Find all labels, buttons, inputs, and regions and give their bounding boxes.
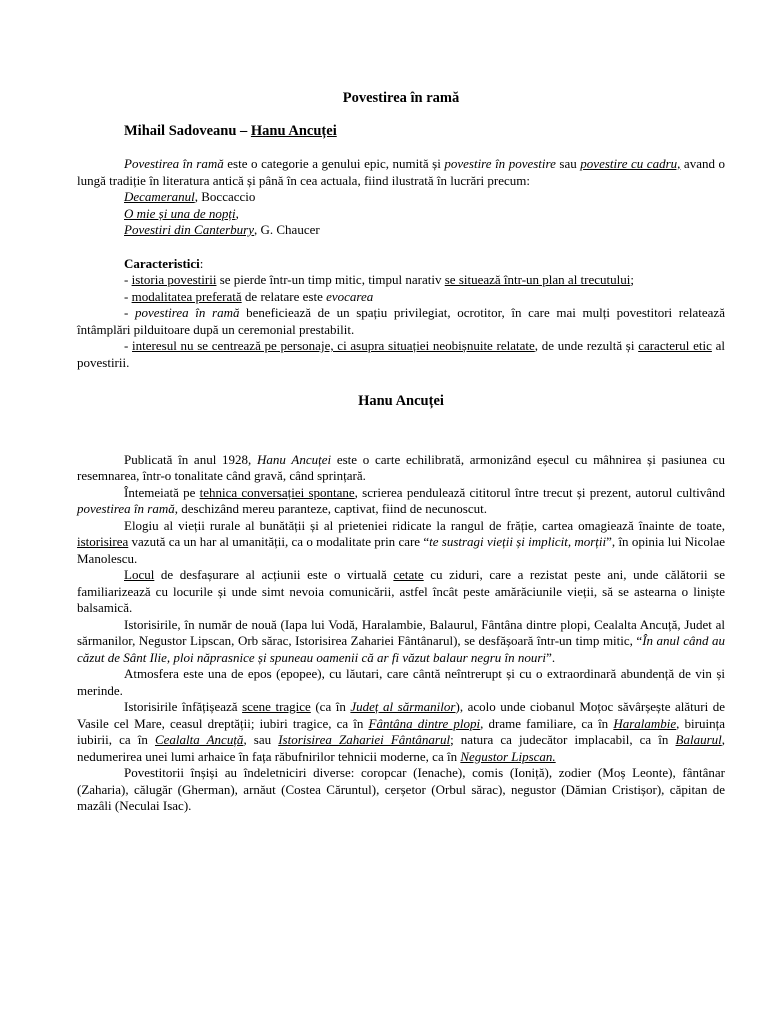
term: caracterul etic	[638, 338, 712, 353]
intro-term: Povestirea în ramă	[124, 156, 224, 171]
page-title: Povestirea în ramă	[342, 90, 460, 106]
work-author: , G. Chaucer	[254, 222, 320, 237]
term: Locul	[124, 567, 155, 582]
text: beneficiează de un spațiu privilegiat, ocrotitor, în care mai mulți povestitori relatează întâmplări pilduitoare după un ceremonial prestabilit.	[77, 305, 725, 337]
term: tehnica conversației spontane	[199, 484, 355, 500]
work-author: , Boccaccio	[194, 189, 256, 204]
list-item	[124, 222, 725, 239]
body-paragraph	[77, 765, 725, 815]
text: Povestitorii înșiși au îndeletniciri diverse: coropcar (Ienache), comis (Ioniță), zodier (Moș Leonte), fântânar (Zaharia), călugăr (Gherman), arnăut (Costea Căruntul), cerșetor (Orbul sărac), negustor (Dămian Cristișor), căpitan de mazâli (Neculai Isac).	[77, 765, 725, 813]
intro-paragraph	[77, 156, 725, 189]
spacer	[77, 239, 725, 256]
term: scene tragice	[242, 699, 311, 714]
text: , biruința iubirii, ca în	[77, 715, 725, 747]
quote: te sustragi vieții și implicit, morții	[429, 534, 607, 549]
term: evocarea	[326, 288, 374, 304]
text: , nedumerirea unei lumi arhaice în fața răbufnirilor tehnicii moderne, ca în	[77, 732, 725, 764]
works-list	[124, 189, 725, 239]
characteristic-item	[77, 305, 725, 338]
text: este o carte echilibrată, armonizând eșecul cu mâhnirea și pasiunea cu resemnarea, într-o tonalitate când gravă, când sprințară.	[77, 451, 726, 483]
document-content	[77, 90, 725, 815]
subtitle-work: Hanu Ancuței	[250, 122, 337, 139]
characteristics-heading	[124, 256, 725, 273]
term: modalitatea preferată	[131, 288, 242, 304]
text: ; natura ca judecător implacabil, ca în	[450, 732, 676, 747]
section-heading: Caracteristici	[124, 255, 200, 271]
dash: -	[124, 288, 132, 304]
text: al povestirii.	[77, 338, 725, 370]
body-paragraph	[77, 485, 725, 518]
text: , deschizând mereu paranteze, captivat, fiind de necunoscut.	[174, 501, 487, 516]
story-title: Istorisirea Zahariei Fântânarul	[278, 732, 451, 747]
body-paragraph	[77, 567, 725, 617]
text: Istorisirile, în număr de nouă (Iapa lui Vodă, Haralambie, Balaurul, Fântâna dintre plopi, Cealalta Ancuță, Judet al sărmanilor, Negustor Lipscan, Orb sărac, Istorisirea Zahariei Fântânarul), se desfășoară într-un timp mitic, “	[77, 616, 725, 648]
text: Atmosfera este una de epos (epopee), cu lăutari, care cântă neîntrerupt și cu o extraordinară abundență de vin și merinde.	[77, 666, 725, 698]
text: (ca în	[310, 699, 351, 714]
section-title: Hanu Ancuței	[358, 393, 444, 409]
work-author: ,	[235, 205, 239, 221]
quote: În anul când au căzut de Sânt Ilie, ploi năprasnice și spuneau oamenii că ar fi văzut balaur negru în nouri	[77, 633, 725, 665]
story-title: Cealalta Ancuță	[154, 732, 244, 747]
term: povestirea în ramă	[77, 501, 175, 516]
term: povestirea în ramă	[134, 305, 240, 320]
intro-text: sau	[555, 156, 581, 171]
text: Întemeiată pe	[124, 484, 200, 500]
characteristic-item	[77, 338, 725, 371]
text: Publicată în anul 1928,	[124, 451, 258, 467]
story-title: Balaurul	[675, 732, 722, 747]
story-title: Haralambie	[613, 715, 677, 731]
text: vazută ca un har al umanității, ca o modalitate prin care “	[128, 534, 430, 549]
characteristic-item	[77, 272, 725, 289]
text: de desfașurare al acțiunii este o virtuală	[154, 567, 394, 582]
body-paragraph	[77, 518, 725, 568]
list-item	[124, 189, 725, 206]
text: , de unde rezultă și	[534, 338, 639, 353]
body-paragraph	[77, 617, 725, 667]
term: Hanu Ancuței	[257, 451, 332, 467]
text: de relatare este	[241, 288, 327, 304]
body-paragraph	[77, 452, 725, 485]
text: ), acolo unde ciobanul Moțoc săvârșește alături de Vasile cel Mare, ceasul dreptății; iubiri tragice, ca în	[77, 699, 726, 731]
work-title: Decameranul	[124, 189, 195, 204]
characteristic-item	[77, 289, 725, 306]
term: istoria povestirii	[131, 272, 217, 287]
work-title: Povestiri din Canterbury	[124, 222, 254, 237]
body-paragraph	[77, 699, 725, 765]
text: Elogiu al vieții rurale al bunătății și al prieteniei ridicate la rangul de frăție, cartea omagiează înainte de toate,	[124, 517, 725, 533]
intro-text: avand o lungă tradiție în literatura antică și până în cea actuala, fiind ilustrată în lucrări precum:	[77, 156, 725, 188]
term: interesul nu se centrează pe personaje, ci asupra situației neobișnuite relatate	[132, 338, 535, 353]
term: istorisirea	[77, 534, 129, 549]
text: ”, în opinia lui Nicolae Manolescu.	[77, 534, 725, 566]
list-item	[124, 206, 725, 223]
body-paragraph	[77, 666, 725, 699]
text: , sau	[243, 732, 279, 747]
dash: -	[124, 338, 133, 353]
story-title: Negustor Lipscan.	[460, 748, 556, 764]
story-title: Județ al sărmanilor	[350, 699, 456, 714]
text: se pierde într-un timp mitic, timpul narativ	[216, 272, 445, 287]
term: se situează într-un plan al trecutului	[444, 272, 631, 287]
dash: -	[124, 305, 135, 320]
intro-text: este o categorie a genului epic, numită și	[223, 156, 445, 171]
work-title: O mie și una de nopți	[124, 205, 236, 221]
text: ”.	[546, 649, 556, 665]
text: , drame familiare, ca în	[480, 715, 614, 731]
text: ;	[630, 272, 635, 287]
dash: -	[124, 272, 132, 287]
intro-term: povestire cu cadru,	[580, 156, 681, 171]
text: cu ziduri, care a rezistat peste ani, unde călătorii se familiarizează cu locurile și unde simt nevoia comunicării, astfel încât peste amărăciunile vieții, să se astearna o liniște balsamică.	[77, 567, 725, 615]
text: Istorisirile înfățișează	[124, 699, 243, 714]
text: , scrierea pendulează cititorul între trecut și prezent, autorul cultivând	[354, 484, 725, 500]
subtitle	[124, 123, 725, 140]
intro-term: povestire în povestire	[444, 156, 556, 171]
term: cetate	[393, 567, 424, 582]
story-title: Fântâna dintre plopi	[368, 715, 481, 731]
heading-colon: :	[199, 255, 204, 271]
subtitle-author: Mihail Sadoveanu –	[124, 122, 251, 139]
